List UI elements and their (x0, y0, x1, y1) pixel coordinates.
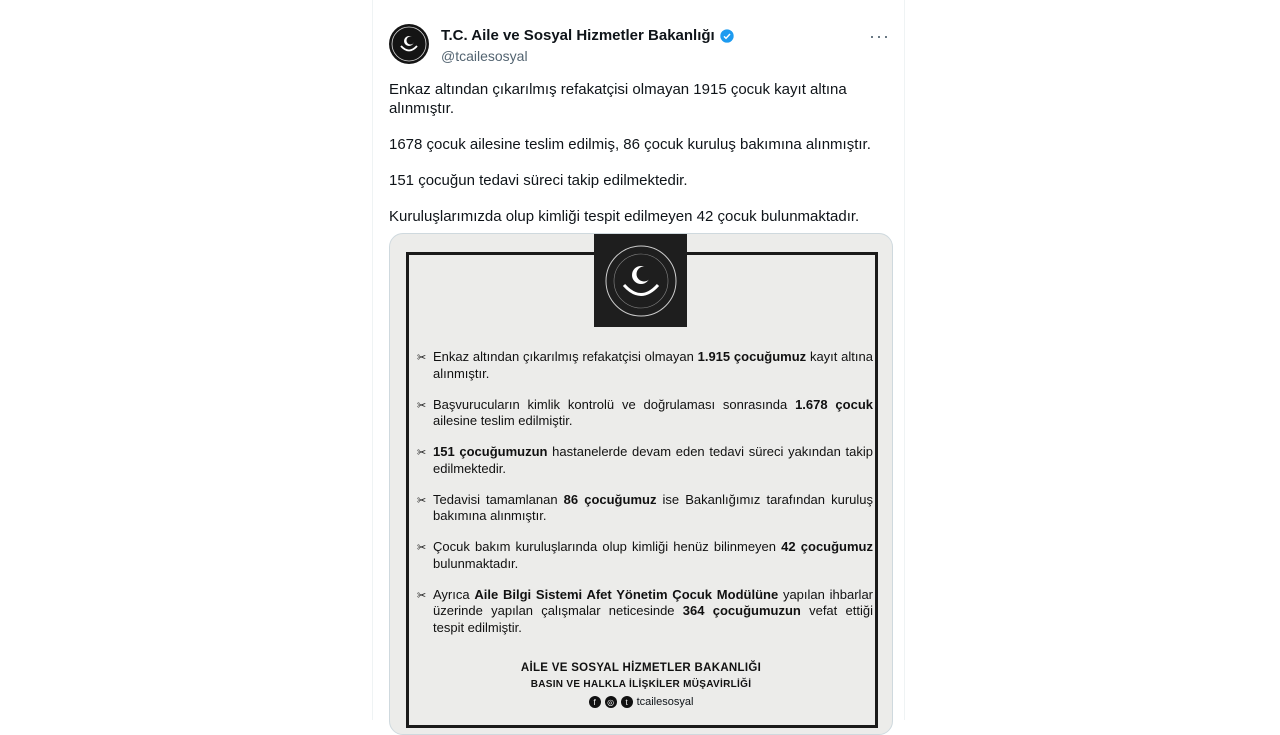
avatar[interactable] (389, 24, 429, 64)
scissors-bullet-icon: ✂ (417, 399, 427, 412)
facebook-icon: f (589, 696, 601, 708)
author-block (441, 27, 735, 64)
ministry-emblem-icon (602, 242, 680, 320)
account-name[interactable]: T.C. Aile ve Sosyal Hizmetler Bakanlığı (441, 27, 715, 44)
ministry-logo-icon (389, 24, 429, 64)
twitter-icon: t (621, 696, 633, 708)
social-handle: tcailesosyal (636, 696, 694, 708)
tweet-paragraph: 1678 çocuk ailesine teslim edilmiş, 86 çocuk kuruluş bakımına alınmıştır. (389, 136, 871, 153)
infographic-list (417, 349, 873, 651)
list-item: ✂ 151 çocuğumuzun hastanelerde devam eden tedavi süreci yakından takip edilmektedir. (417, 444, 873, 476)
account-handle[interactable]: @tcailesosyal (441, 48, 528, 64)
verified-badge-icon (719, 28, 735, 44)
footer-title: AİLE VE SOSYAL HİZMETLER BAKANLIĞI (520, 662, 762, 674)
list-item: ✂ Ayrıca Aile Bilgi Sistemi Afet Yönetim Çocuk Modülüne yapılan ihbarlar üzerinde yapılan çalışmalar neticesinde 364 çocuğumuzun vefat ettiği tespit edilmiştir. (417, 586, 873, 635)
scissors-bullet-icon: ✂ (417, 494, 427, 507)
instagram-icon: ◎ (605, 696, 617, 708)
tweet-paragraph: Kuruluşlarımızda olup kimliği tespit edilmeyen 42 çocuk bulunmaktadır. (389, 208, 860, 225)
scissors-bullet-icon: ✂ (417, 542, 427, 554)
tweet (373, 0, 904, 720)
scissors-bullet-icon: ✂ (417, 352, 427, 364)
timeline-right-border (904, 0, 905, 720)
tweet-paragraph: Enkaz altından çıkarılmış refakatçisi olmayan 1915 çocuk kayıt altına alınmıştır. (389, 81, 847, 117)
scissors-bullet-icon: ✂ (417, 447, 427, 459)
tweet-image[interactable] (389, 233, 893, 735)
footer-subtitle: BASIN VE HALKLA İLİŞKİLER MÜŞAVİRLİĞİ (530, 679, 752, 690)
infographic-logo (594, 234, 687, 327)
tweet-paragraph: 151 çocuğun tedavi süreci takip edilmektedir. (389, 172, 688, 189)
list-item: ✂ Çocuk bakım kuruluşlarında olup kimliği henüz bilinmeyen 42 çocuğumuz bulunmaktadır. (417, 539, 873, 571)
more-options-button[interactable]: ··· (869, 26, 890, 46)
scissors-bullet-icon: ✂ (417, 589, 427, 602)
list-item: ✂ Tedavisi tamamlanan 86 çocuğumuz ise Bakanlığımız tarafından kuruluş bakımına alınmıştır. (417, 491, 873, 523)
list-item: ✂ Enkaz altından çıkarılmış refakatçisi olmayan 1.915 çocuğumuz kayıt altına alınmıştır. (417, 349, 873, 381)
list-item: ✂ Başvurucuların kimlik kontrolü ve doğrulaması sonrasında 1.678 çocuk ailesine teslim edilmiştir. (417, 396, 874, 428)
tweet-text (389, 80, 889, 243)
social-links (390, 696, 892, 708)
